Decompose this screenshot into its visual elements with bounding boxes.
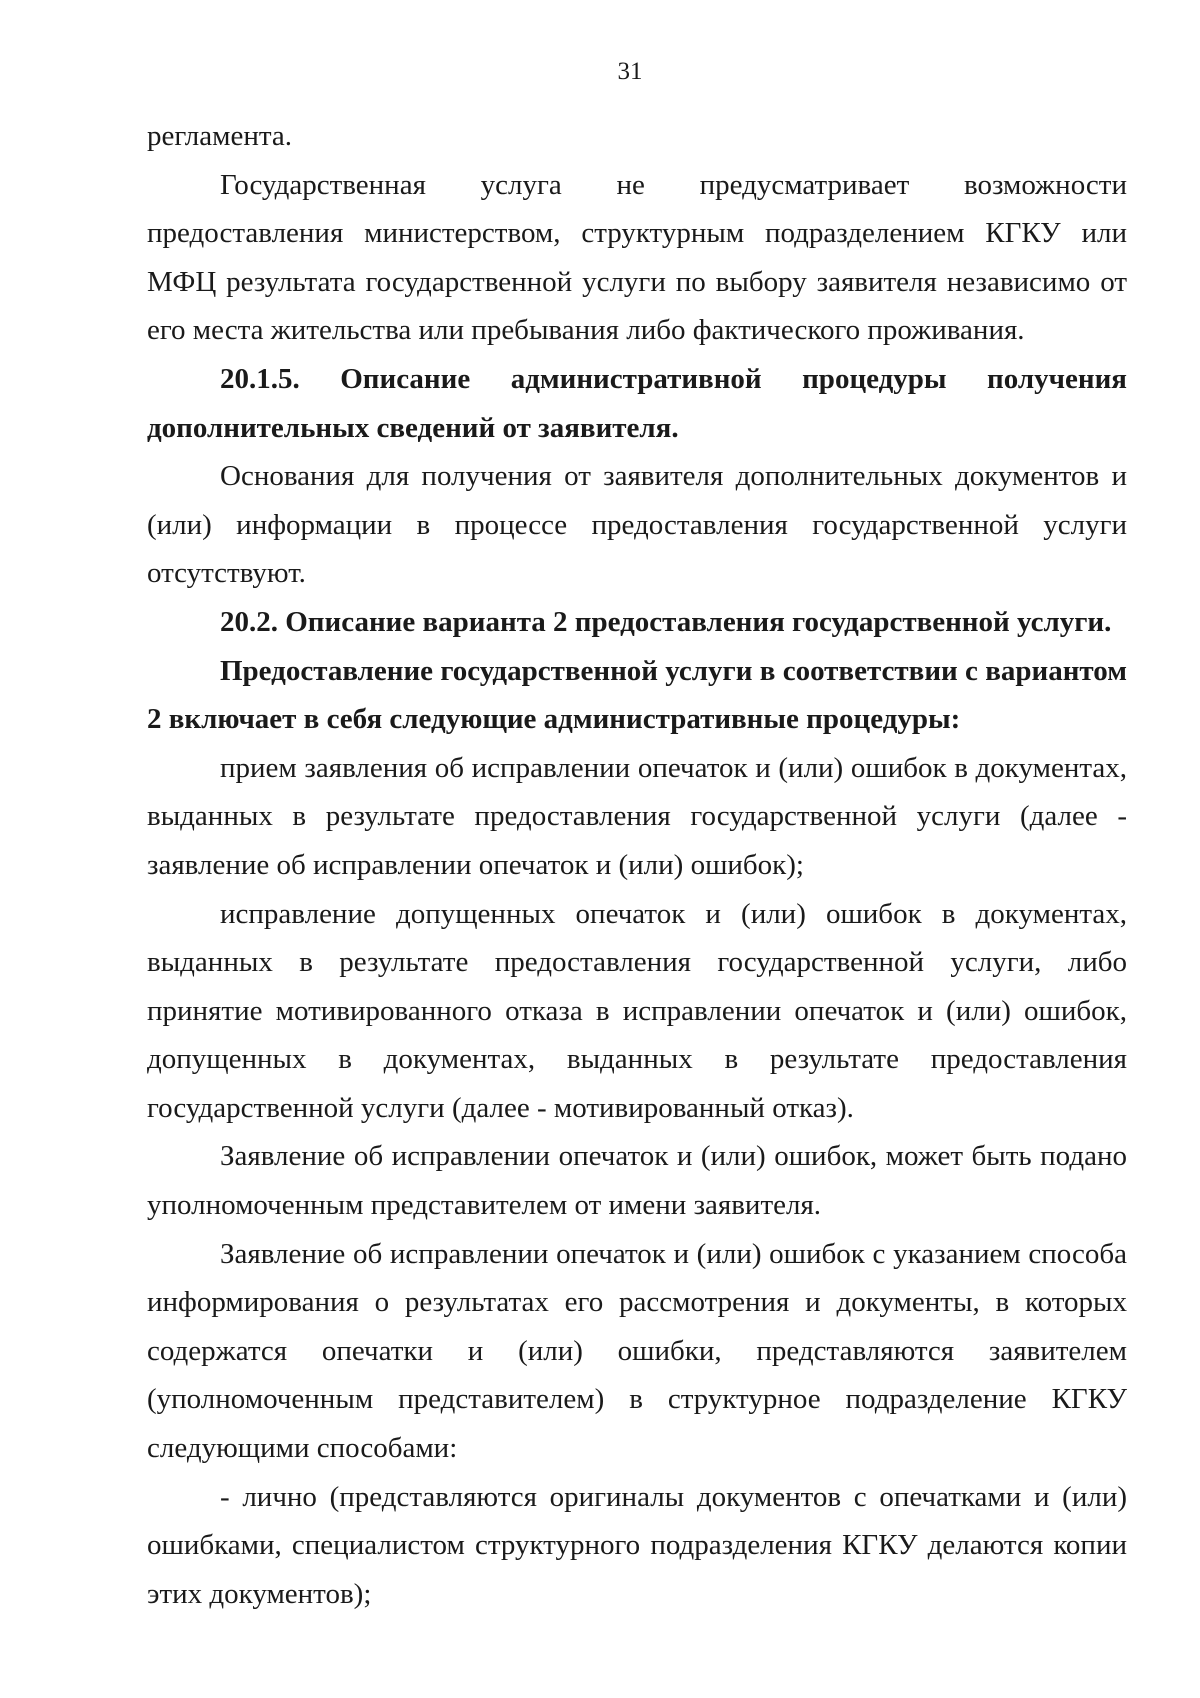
paragraph-continuation: регламента.: [147, 120, 293, 152]
paragraph-procedure-receipt: прием заявления об исправлении опечаток и (или) ошибок в документах, выданных в результате предоставления государственной услуги (далее - заявление об исправлении опечаток и (или) ошибок);: [147, 751, 1127, 881]
section-heading-20-1-5: 20.1.5. Описание административной процедуры получения дополнительных сведений от заявителя.: [147, 362, 1127, 444]
page-number: 31: [617, 58, 643, 85]
paragraph-no-additional-documents: Основания для получения от заявителя дополнительных документов и (или) информации в процессе предоставления государственной услуги отсутствуют.: [147, 460, 1127, 590]
document-body: [147, 112, 1127, 1618]
paragraph-variant-2-procedures: Предоставление государственной услуги в соответствии с вариантом 2 включает в себя следующие административные процедуры:: [147, 654, 1127, 736]
paragraph-no-choice-of-location: Государственная услуга не предусматривает возможности предоставления министерством, структурным подразделением КГКУ или МФЦ результата государственной услуги по выбору заявителя независимо от его места жительства или пребывания либо фактического проживания.: [147, 168, 1127, 347]
paragraph-in-person: - лично (представляются оригиналы документов с опечатками и (или) ошибками, специалистом структурного подразделения КГКУ делаются копии этих документов);: [147, 1480, 1127, 1610]
paragraph-submission-methods: Заявление об исправлении опечаток и (или) ошибок с указанием способа информирования о результатах его рассмотрения и документы, в которых содержатся опечатки и (или) ошибки, представляются заявителем (уполномоченным представителем) в структурное подразделение КГКУ следующими способами:: [147, 1237, 1127, 1465]
section-heading-20-2: 20.2. Описание варианта 2 предоставления государственной услуги.: [220, 605, 1112, 638]
paragraph-representative: Заявление об исправлении опечаток и (или) ошибок, может быть подано уполномоченным представителем от имени заявителя.: [147, 1140, 1127, 1222]
paragraph-procedure-correction: исправление допущенных опечаток и (или) ошибок в документах, выданных в результате предоставления государственной услуги, либо принятие мотивированного отказа в исправлении опечаток и (или) ошибок, допущенных в документах, выданных в результате предоставления государственной услуги (далее - мотивированный отказ).: [147, 897, 1127, 1124]
